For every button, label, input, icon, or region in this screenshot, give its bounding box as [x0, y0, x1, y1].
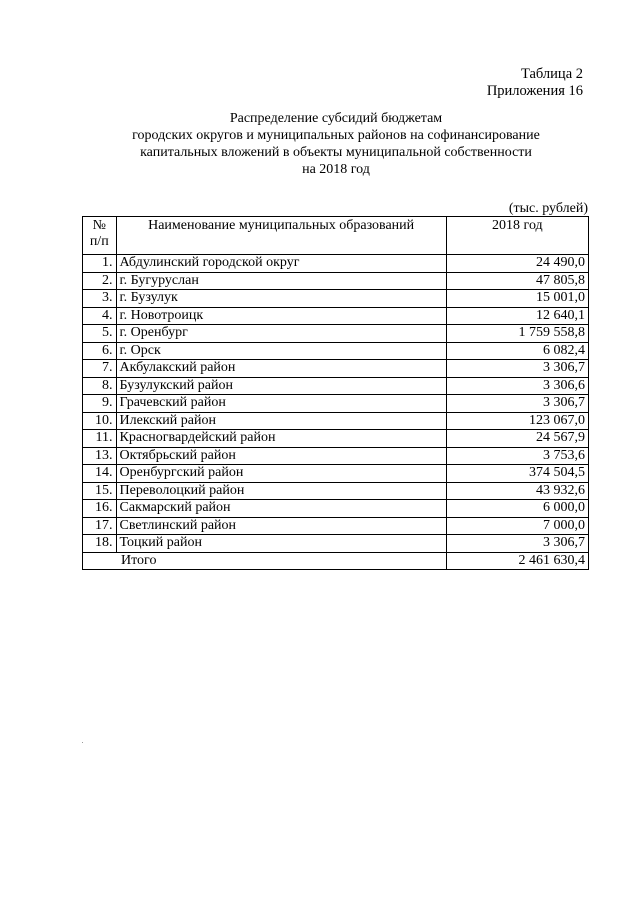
row-municipality-name: Красногвардейский район — [116, 430, 446, 448]
row-municipality-name: Оренбургский район — [116, 465, 446, 483]
total-label: Итого — [83, 552, 447, 570]
row-number: 9. — [83, 395, 117, 413]
title-line-2: городских округов и муниципальных районов на софинансирование — [132, 128, 540, 143]
table-row — [83, 272, 589, 290]
row-municipality-name: Сакмарский район — [116, 500, 446, 518]
row-number: 13. — [83, 447, 117, 465]
row-municipality-name: Акбулакский район — [116, 360, 446, 378]
row-number: 8. — [83, 377, 117, 395]
table-label: Таблица 2 — [520, 66, 583, 82]
row-number: 14. — [83, 465, 117, 483]
row-number: 2. — [83, 272, 117, 290]
row-municipality-name: г. Оренбург — [116, 325, 446, 343]
row-amount: 43 932,6 — [446, 482, 588, 500]
table-row — [83, 255, 589, 273]
table-row — [83, 395, 589, 413]
row-number: 11. — [83, 430, 117, 448]
row-amount: 12 640,1 — [446, 307, 588, 325]
row-amount: 6 000,0 — [446, 500, 588, 518]
row-amount: 3 753,6 — [446, 447, 588, 465]
row-amount: 6 082,4 — [446, 342, 588, 360]
table-row — [83, 430, 589, 448]
table-body — [83, 255, 589, 553]
row-amount: 3 306,7 — [446, 395, 588, 413]
table-row — [83, 290, 589, 308]
row-number: 16. — [83, 500, 117, 518]
row-amount: 123 067,0 — [446, 412, 588, 430]
table-row — [83, 447, 589, 465]
document-title — [80, 110, 592, 178]
row-amount: 3 306,6 — [446, 377, 588, 395]
row-number: 17. — [83, 517, 117, 535]
row-municipality-name: Абдулинский городской округ — [116, 255, 446, 273]
table-row — [83, 342, 589, 360]
row-number: 3. — [83, 290, 117, 308]
total-value: 2 461 630,4 — [446, 552, 588, 570]
row-number: 4. — [83, 307, 117, 325]
row-number: 15. — [83, 482, 117, 500]
row-amount: 1 759 558,8 — [446, 325, 588, 343]
row-amount: 3 306,7 — [446, 360, 588, 378]
row-number: 10. — [83, 412, 117, 430]
table-reference — [487, 66, 583, 100]
row-amount: 3 306,7 — [446, 535, 588, 553]
row-number: 1. — [83, 255, 117, 273]
row-municipality-name: Илекский район — [116, 412, 446, 430]
title-line-3: капитальных вложений в объекты муниципальной собственности — [140, 145, 532, 160]
table-total-row — [83, 552, 589, 570]
table-row — [83, 535, 589, 553]
table-row — [83, 482, 589, 500]
row-municipality-name: Светлинский район — [116, 517, 446, 535]
subsidy-table — [82, 216, 589, 570]
row-municipality-name: Бузулукский район — [116, 377, 446, 395]
row-amount: 7 000,0 — [446, 517, 588, 535]
column-header-name: Наименование муниципальных образований — [116, 217, 446, 255]
column-header-year: 2018 год — [446, 217, 588, 255]
row-municipality-name: г. Новотроицк — [116, 307, 446, 325]
row-municipality-name: г. Бузулук — [116, 290, 446, 308]
table-row — [83, 325, 589, 343]
table-row — [83, 517, 589, 535]
row-municipality-name: Октябрьский район — [116, 447, 446, 465]
row-municipality-name: Грачевский район — [116, 395, 446, 413]
column-header-number — [83, 217, 117, 255]
row-amount: 374 504,5 — [446, 465, 588, 483]
table-row — [83, 360, 589, 378]
row-municipality-name: г. Орск — [116, 342, 446, 360]
row-municipality-name: Переволоцкий район — [116, 482, 446, 500]
appendix-label: Приложения 16 — [486, 83, 583, 99]
scan-speck — [82, 742, 83, 743]
table-header-row — [83, 217, 589, 255]
row-amount: 47 805,8 — [446, 272, 588, 290]
title-line-1: Распределение субсидий бюджетам — [229, 111, 443, 126]
row-number: 7. — [83, 360, 117, 378]
row-amount: 24 490,0 — [446, 255, 588, 273]
table-row — [83, 377, 589, 395]
column-header-number-line1: № — [92, 218, 106, 233]
row-amount: 24 567,9 — [446, 430, 588, 448]
row-number: 5. — [83, 325, 117, 343]
row-amount: 15 001,0 — [446, 290, 588, 308]
table-row — [83, 307, 589, 325]
row-municipality-name: Тоцкий район — [116, 535, 446, 553]
table-row — [83, 412, 589, 430]
table-row — [83, 465, 589, 483]
units-label: (тыс. рублей) — [508, 201, 588, 216]
title-line-4: на 2018 год — [302, 162, 370, 177]
row-municipality-name: г. Бугуруслан — [116, 272, 446, 290]
row-number: 18. — [83, 535, 117, 553]
row-number: 6. — [83, 342, 117, 360]
column-header-number-line2: п/п — [89, 234, 109, 249]
table-row — [83, 500, 589, 518]
